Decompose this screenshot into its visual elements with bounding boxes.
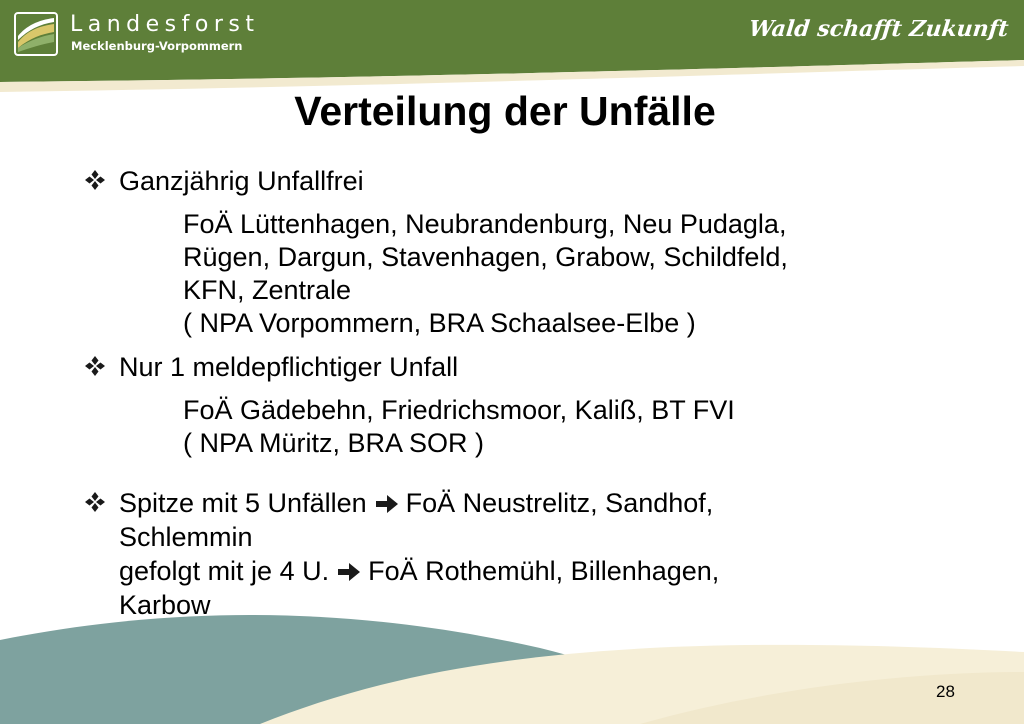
- detail-line: ( NPA Vorpommern, BRA Schaalsee-Elbe ): [183, 308, 696, 338]
- detail-line: FoÄ Gädebehn, Friedrichsmoor, Kaliß, BT FVI: [183, 395, 735, 425]
- forest-logo-icon: [14, 12, 58, 56]
- slide-title: Verteilung der Unfälle: [294, 88, 716, 134]
- bullet-unfallfrei-details: [183, 208, 788, 340]
- right-arrow-icon: [375, 494, 399, 514]
- bullet-detail: FoÄ Neustrelitz, Sandhof,: [405, 488, 714, 518]
- four-diamond-bullet-icon: [84, 355, 106, 377]
- bullet-line: [119, 488, 713, 519]
- bullet-spitze-line2: Schlemmin: [119, 522, 253, 552]
- bullet-detail: FoÄ Rothemühl, Billenhagen,: [368, 556, 720, 586]
- bullet-spitze-line3: [119, 555, 719, 588]
- detail-line: KFN, Zentrale: [183, 275, 352, 305]
- four-diamond-bullet-icon: [84, 491, 106, 513]
- four-diamond-bullet-icon: [84, 169, 106, 191]
- detail-line: ( NPA Müritz, BRA SOR ): [183, 428, 485, 458]
- bullet-label: Nur 1 meldepflichtiger Unfall: [119, 352, 459, 382]
- slogan: Wald schafft Zukunft: [747, 16, 1010, 42]
- bullet-ein-unfall-details: [183, 394, 735, 460]
- detail-line: Rügen, Dargun, Stavenhagen, Grabow, Schildfeld,: [183, 242, 788, 272]
- bullet-label: Spitze mit 5 Unfällen: [119, 488, 367, 518]
- page-number: 28: [936, 682, 955, 701]
- brand-logo: [14, 12, 274, 56]
- bullet-label: Ganzjährig Unfallfrei: [119, 166, 364, 196]
- brand-region: Mecklenburg-Vorpommern: [71, 39, 243, 53]
- bullet-label: gefolgt mit je 4 U.: [119, 556, 330, 586]
- brand-name: Landesforst: [70, 12, 260, 37]
- bullet-spitze-line4: Karbow: [119, 590, 211, 620]
- detail-line: FoÄ Lüttenhagen, Neubrandenburg, Neu Pudagla,: [183, 209, 787, 239]
- right-arrow-icon: [337, 562, 361, 582]
